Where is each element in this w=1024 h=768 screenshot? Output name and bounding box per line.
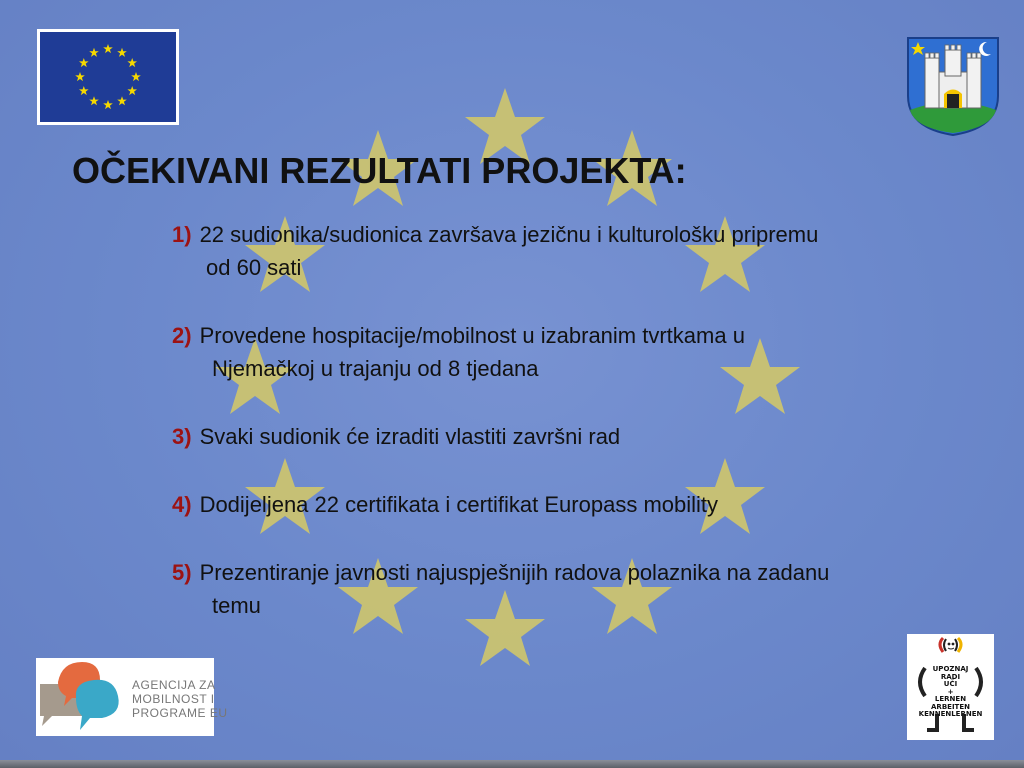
- result-number: 2): [172, 323, 192, 348]
- result-text: Provedene hospitacije/mobilnost u izabranim tvrtkama u: [199, 323, 745, 348]
- bottom-edge-strip: [0, 760, 1024, 768]
- result-number: 4): [172, 492, 192, 517]
- result-text-continuation: temu: [212, 593, 261, 618]
- results-list: [172, 218, 972, 657]
- result-text: Svaki sudionik će izraditi vlastiti završni rad: [199, 424, 621, 449]
- upoznaj-text-line: UPOZNAJ: [932, 665, 969, 673]
- upoznaj-text-line: UČI: [943, 680, 958, 688]
- result-item-4: [172, 488, 972, 521]
- upoznaj-text: [907, 666, 994, 719]
- agency-name-line: MOBILNOST I: [132, 692, 215, 706]
- upoznaj-text-line: RADI: [940, 672, 961, 681]
- zagreb-coat-of-arms-icon: [905, 36, 1001, 136]
- upoznaj-text-line: +: [947, 687, 954, 696]
- upoznaj-text-line: ARBEITEN: [931, 702, 970, 711]
- result-item-1: [172, 218, 972, 284]
- result-text: Dodijeljena 22 certifikata i certifikat Europass mobility: [199, 492, 719, 517]
- upoznaj-project-logo: [907, 634, 994, 740]
- result-text-continuation: od 60 sati: [206, 255, 302, 280]
- result-number: 1): [172, 222, 192, 247]
- result-item-3: [172, 420, 972, 453]
- eu-flag-logo: [37, 29, 179, 125]
- agency-name-line: PROGRAME EU: [132, 706, 228, 720]
- speech-bubbles-icon: [36, 658, 131, 736]
- agency-mobility-logo: [36, 658, 228, 736]
- result-item-2: [172, 319, 972, 385]
- upoznaj-text-line: KENNENLERNEN: [918, 710, 983, 718]
- eu-flag-icon: [40, 32, 176, 122]
- result-number: 5): [172, 560, 192, 585]
- zagreb-coat-of-arms: [905, 36, 1001, 136]
- result-text-continuation: Njemačkoj u trajanju od 8 tjedana: [212, 356, 539, 381]
- result-text: 22 sudionika/sudionica završava jezičnu i kulturološku pripremu: [199, 222, 819, 247]
- upoznaj-text-line: LERNEN: [934, 695, 967, 703]
- result-text: Prezentiranje javnosti najuspješnijih radova polaznika na zadanu: [199, 560, 830, 585]
- result-item-5: [172, 556, 972, 622]
- agency-name: [132, 678, 228, 720]
- result-number: 3): [172, 424, 192, 449]
- slide-title: OČEKIVANI REZULTATI PROJEKTA:: [72, 150, 687, 191]
- agency-name-line: AGENCIJA ZA: [132, 678, 216, 692]
